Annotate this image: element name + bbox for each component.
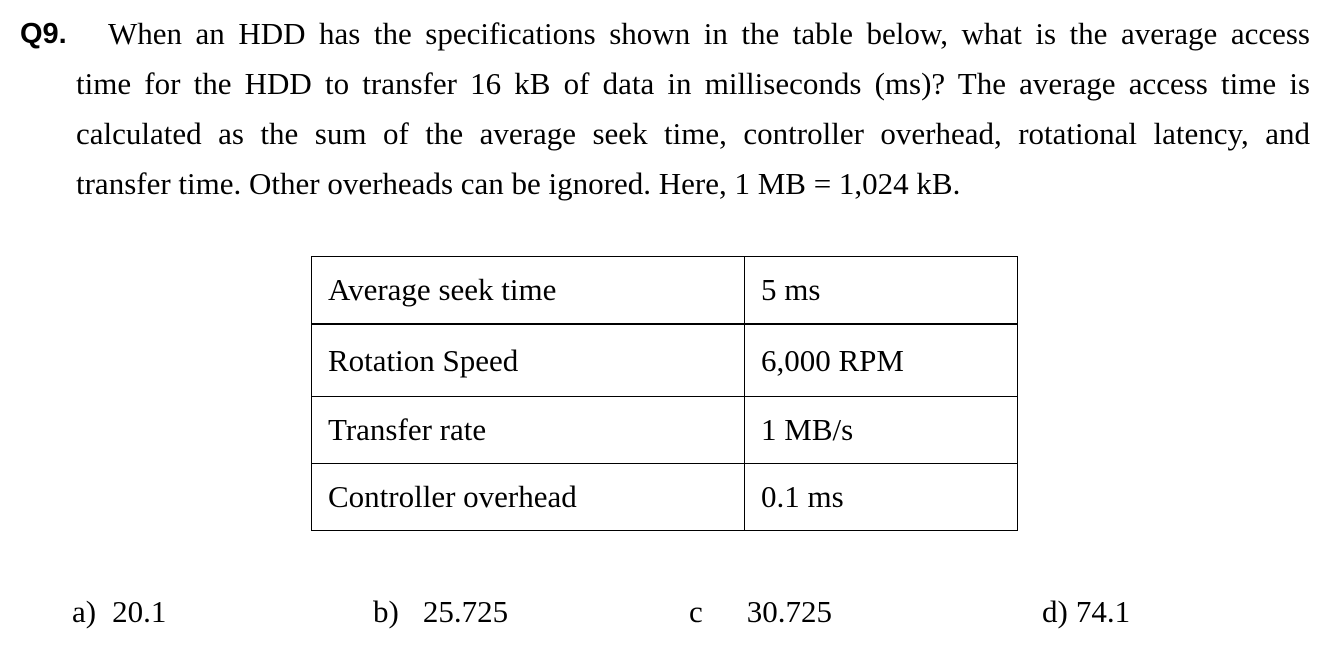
- table-row: [312, 257, 1018, 325]
- spec-label: Transfer rate: [312, 397, 745, 464]
- answer-choice-c[interactable]: [689, 590, 832, 634]
- choice-value: 74.1: [1075, 594, 1131, 629]
- choice-letter: c: [689, 594, 703, 629]
- question-text-line-2: time for the HDD to transfer 16 kB of data in milliseconds (ms)? The average access time is: [76, 66, 1310, 101]
- answer-choice-d[interactable]: [1042, 590, 1130, 634]
- spec-label: Average seek time: [312, 257, 745, 325]
- question-text-line-4: transfer time. Other overheads can be ignored. Here, 1 MB = 1,024 kB.: [76, 166, 961, 201]
- spec-value: 6,000 RPM: [745, 324, 1018, 397]
- table-row: [312, 397, 1018, 464]
- choice-letter: b): [373, 594, 399, 629]
- spec-label: Controller overhead: [312, 464, 745, 531]
- choice-value: 30.725: [746, 594, 833, 629]
- question-number: Q9.: [20, 18, 67, 50]
- answer-choice-a[interactable]: [72, 590, 166, 634]
- choice-value: 25.725: [422, 594, 509, 629]
- choice-value: 20.1: [112, 594, 167, 629]
- choice-letter: a): [72, 594, 97, 629]
- choice-letter: d): [1042, 594, 1068, 629]
- table-row: [312, 464, 1018, 531]
- spec-value: 5 ms: [745, 257, 1018, 325]
- question-text-line-3: calculated as the sum of the average seek time, controller overhead, rotational latency, and: [76, 116, 1310, 151]
- hdd-spec-table: [311, 256, 1018, 531]
- table-row: [312, 324, 1018, 397]
- question-text-line-1: When an HDD has the specifications shown in the table below, what is the average access: [108, 16, 1310, 51]
- spec-value: 0.1 ms: [745, 464, 1018, 531]
- spec-value: 1 MB/s: [745, 397, 1018, 464]
- answer-choice-b[interactable]: [373, 590, 508, 634]
- spec-label: Rotation Speed: [312, 324, 745, 397]
